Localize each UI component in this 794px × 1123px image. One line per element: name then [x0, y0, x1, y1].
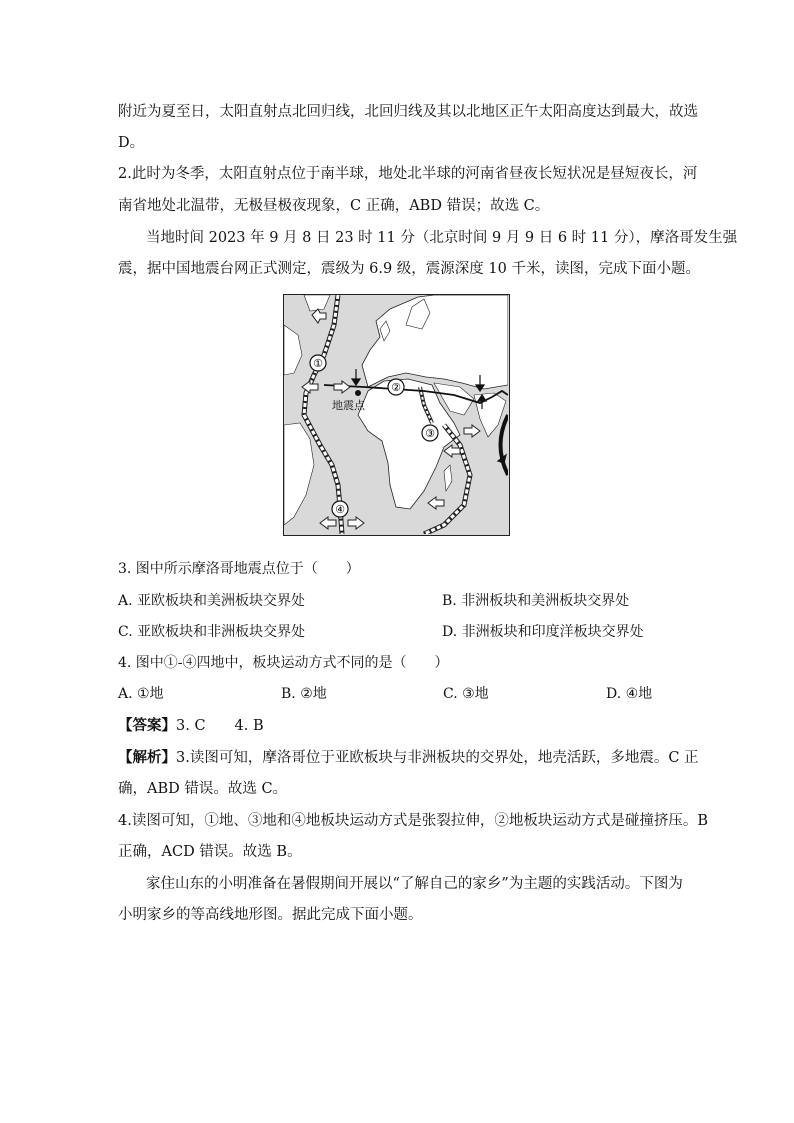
q4-option-c[interactable]: C. ③地 [443, 686, 489, 702]
marker-3-label: ③ [425, 427, 435, 440]
q3-stem: 3. 图中所示摩洛哥地震点位于（ ） [118, 561, 360, 577]
paragraph-2-line-2: 南省地处北温带，无极昼极夜现象，C 正确，ABD 错误；故选 C。 [118, 198, 550, 214]
q3-option-b[interactable]: B. 非洲板块和美洲板块交界处 [442, 593, 630, 609]
plate-boundary-map [283, 294, 510, 536]
paragraph-3-line-1: 当地时间 2023 年 9 月 8 日 23 时 11 分（北京时间 9 月 9 日 6 时 11 分），摩洛哥发生强 [146, 230, 738, 246]
epicenter-label: 地震点 [332, 399, 365, 412]
answer-text: 3. C 4. B [176, 718, 264, 734]
q4-option-d[interactable]: D. ④地 [606, 686, 653, 702]
paragraph-3-line-2: 震，据中国地震台网正式测定，震级为 6.9 级，震源深度 10 千米，读图，完成下面小题。 [118, 261, 700, 277]
q4-stem: 4. 图中①-④四地中，板块运动方式不同的是（ ） [118, 655, 449, 671]
marker-4-label: ④ [335, 503, 345, 516]
marker-2-label: ② [391, 381, 401, 394]
q3-option-a[interactable]: A. 亚欧板块和美洲板块交界处 [118, 593, 306, 609]
map-svg [284, 295, 508, 534]
analysis-line-2: 确，ABD 错误。故选 C。 [118, 781, 288, 797]
q3-option-c[interactable]: C. 亚欧板块和非洲板块交界处 [118, 624, 306, 640]
paragraph-1-line-1: 附近为夏至日，太阳直射点北回归线，北回归线及其以北地区正午太阳高度达到最大，故选 [118, 104, 698, 120]
paragraph-1-line-2: D。 [118, 135, 145, 151]
answer-line [118, 716, 678, 736]
paragraph-2-line-1: 2.此时为冬季，太阳直射点位于南半球，地处北半球的河南省昼夜长短状况是昼短夜长，河 [118, 166, 698, 182]
analysis-line-1 [118, 748, 699, 768]
q4-option-a[interactable]: A. ①地 [118, 686, 164, 702]
analysis-line-3: 4.读图可知，①地、③地和④地板块运动方式是张裂拉伸，②地板块运动方式是碰撞挤压。B [118, 813, 708, 829]
analysis-line-4: 正确，ACD 错误。故选 B。 [118, 844, 302, 860]
final-paragraph-line-2: 小明家乡的等高线地形图。据此完成下面小题。 [118, 907, 423, 923]
analysis-label: 【解析】 [118, 749, 176, 766]
q4-option-b[interactable]: B. ②地 [281, 686, 327, 702]
analysis-text-1: 3.读图可知，摩洛哥位于亚欧板块与非洲板块的交界处，地壳活跃，多地震。C 正 [176, 750, 699, 766]
marker-1-label: ① [313, 357, 323, 370]
answer-label: 【答案】 [118, 717, 176, 734]
q3-option-d[interactable]: D. 非洲板块和印度洋板块交界处 [442, 624, 644, 640]
final-paragraph-line-1: 家住山东的小明准备在暑假期间开展以“了解自己的家乡”为主题的实践活动。下图为 [146, 876, 683, 892]
epicenter-marker [355, 390, 361, 396]
